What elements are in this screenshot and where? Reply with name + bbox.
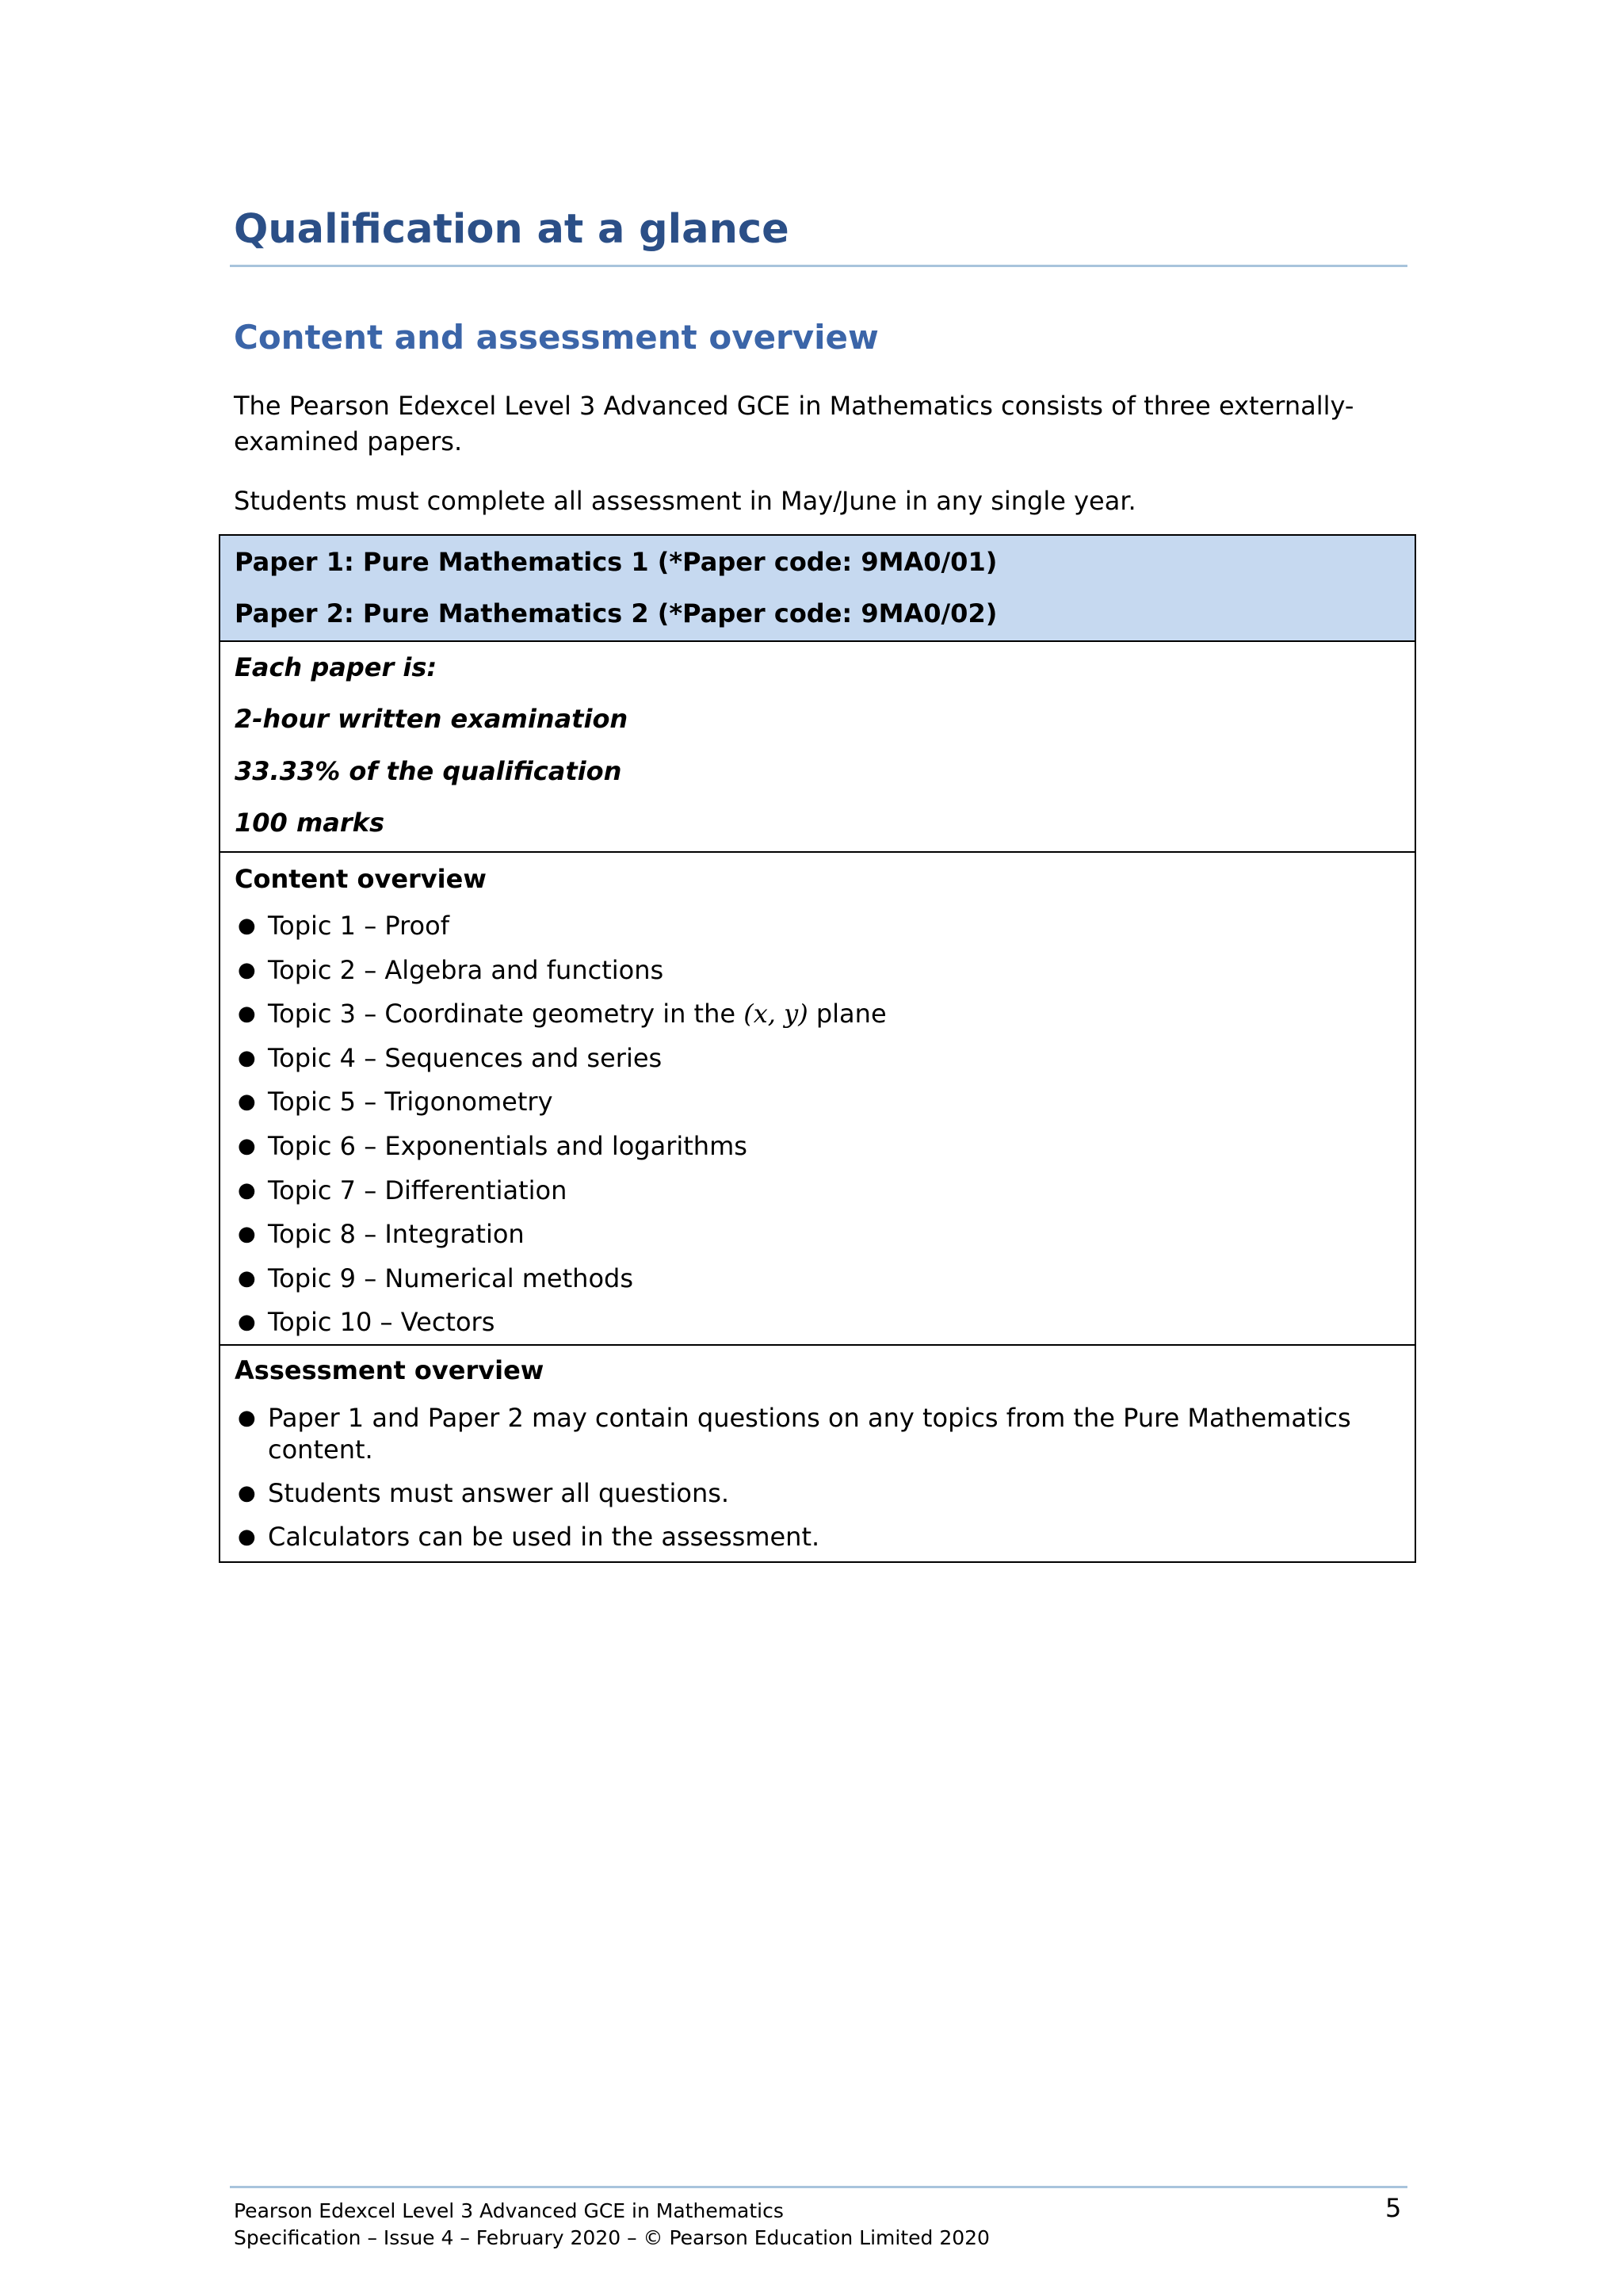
page-number: 5 [1385,2193,1402,2223]
bullet-icon: ● [238,1045,256,1070]
bullet-icon: ● [238,1133,256,1158]
bullet-icon: ● [238,1222,256,1247]
list-item: ● Topic 4 – Sequences and series [235,1041,1392,1085]
assessment-timing-paragraph: Students must complete all assessment in May/June in any single year. [234,486,1136,516]
list-item: ● Topic 8 – Integration [235,1217,1392,1261]
assessment-overview-heading: Assessment overview [235,1355,544,1385]
footer-title: Pearson Edexcel Level 3 Advanced GCE in Mathematics [234,2199,784,2222]
bullet-icon: ● [238,914,256,938]
list-item: ● Topic 6 – Exponentials and logarithms [235,1129,1392,1173]
footer-copyright: Specification – Issue 4 – February 2020 – © Pearson Education Limited 2020 [234,2226,990,2249]
list-item: ● Topic 10 – Vectors [235,1305,1392,1349]
section-heading: Content and assessment overview [234,318,879,357]
list-item: ● Calculators can be used in the assessment. [238,1522,820,1552]
row-divider [220,1344,1415,1346]
list-item: ● Topic 9 – Numerical methods [235,1261,1392,1305]
bullet-icon: ● [238,1525,256,1549]
page-title: Qualification at a glance [234,206,789,253]
bullet-icon: ● [238,957,256,982]
list-item: ● Topic 3 – Coordinate geometry in the (x, y) plane [235,996,1392,1041]
paper-2-title: Paper 2: Pure Mathematics 2 (*Paper code: 9MA0/02) [235,598,998,628]
exam-duration: 2-hour written examination [235,704,628,734]
overview-table [219,534,1416,1563]
title-rule [230,265,1407,267]
bullet-icon: ● [238,1310,256,1335]
xy-math: (x, y) [743,999,808,1030]
each-paper-label: Each paper is: [235,652,437,682]
qualification-weight: 33.33% of the qualification [235,756,622,786]
list-item: ● Paper 1 and Paper 2 may contain questions on any topics from the Pure Mathematics content. [238,1403,1351,1465]
bullet-icon: ● [238,1002,256,1026]
bullet-icon: ● [238,1090,256,1114]
bullet-icon: ● [238,1266,256,1290]
list-item: ● Topic 1 – Proof [235,908,1392,953]
total-marks: 100 marks [235,808,384,838]
row-divider [220,851,1415,853]
bullet-icon: ● [238,1178,256,1202]
paper-header [220,536,1415,642]
bullet-icon: ● [238,1481,256,1505]
list-item: ● Topic 7 – Differentiation [235,1173,1392,1217]
content-overview-heading: Content overview [235,864,487,894]
topic-list [235,908,1392,1349]
list-item: ● Students must answer all questions. [238,1478,730,1508]
footer-rule [230,2186,1407,2188]
list-item: ● Topic 2 – Algebra and functions [235,953,1392,997]
paper-1-title: Paper 1: Pure Mathematics 1 (*Paper code: 9MA0/01) [235,547,998,577]
list-item: ● Topic 5 – Trigonometry [235,1084,1392,1129]
intro-paragraph: The Pearson Edexcel Level 3 Advanced GCE in Mathematics consists of three externally-examined papers. [234,391,1354,457]
bullet-icon: ● [238,1406,256,1430]
assessment-list [235,1402,1392,1564]
